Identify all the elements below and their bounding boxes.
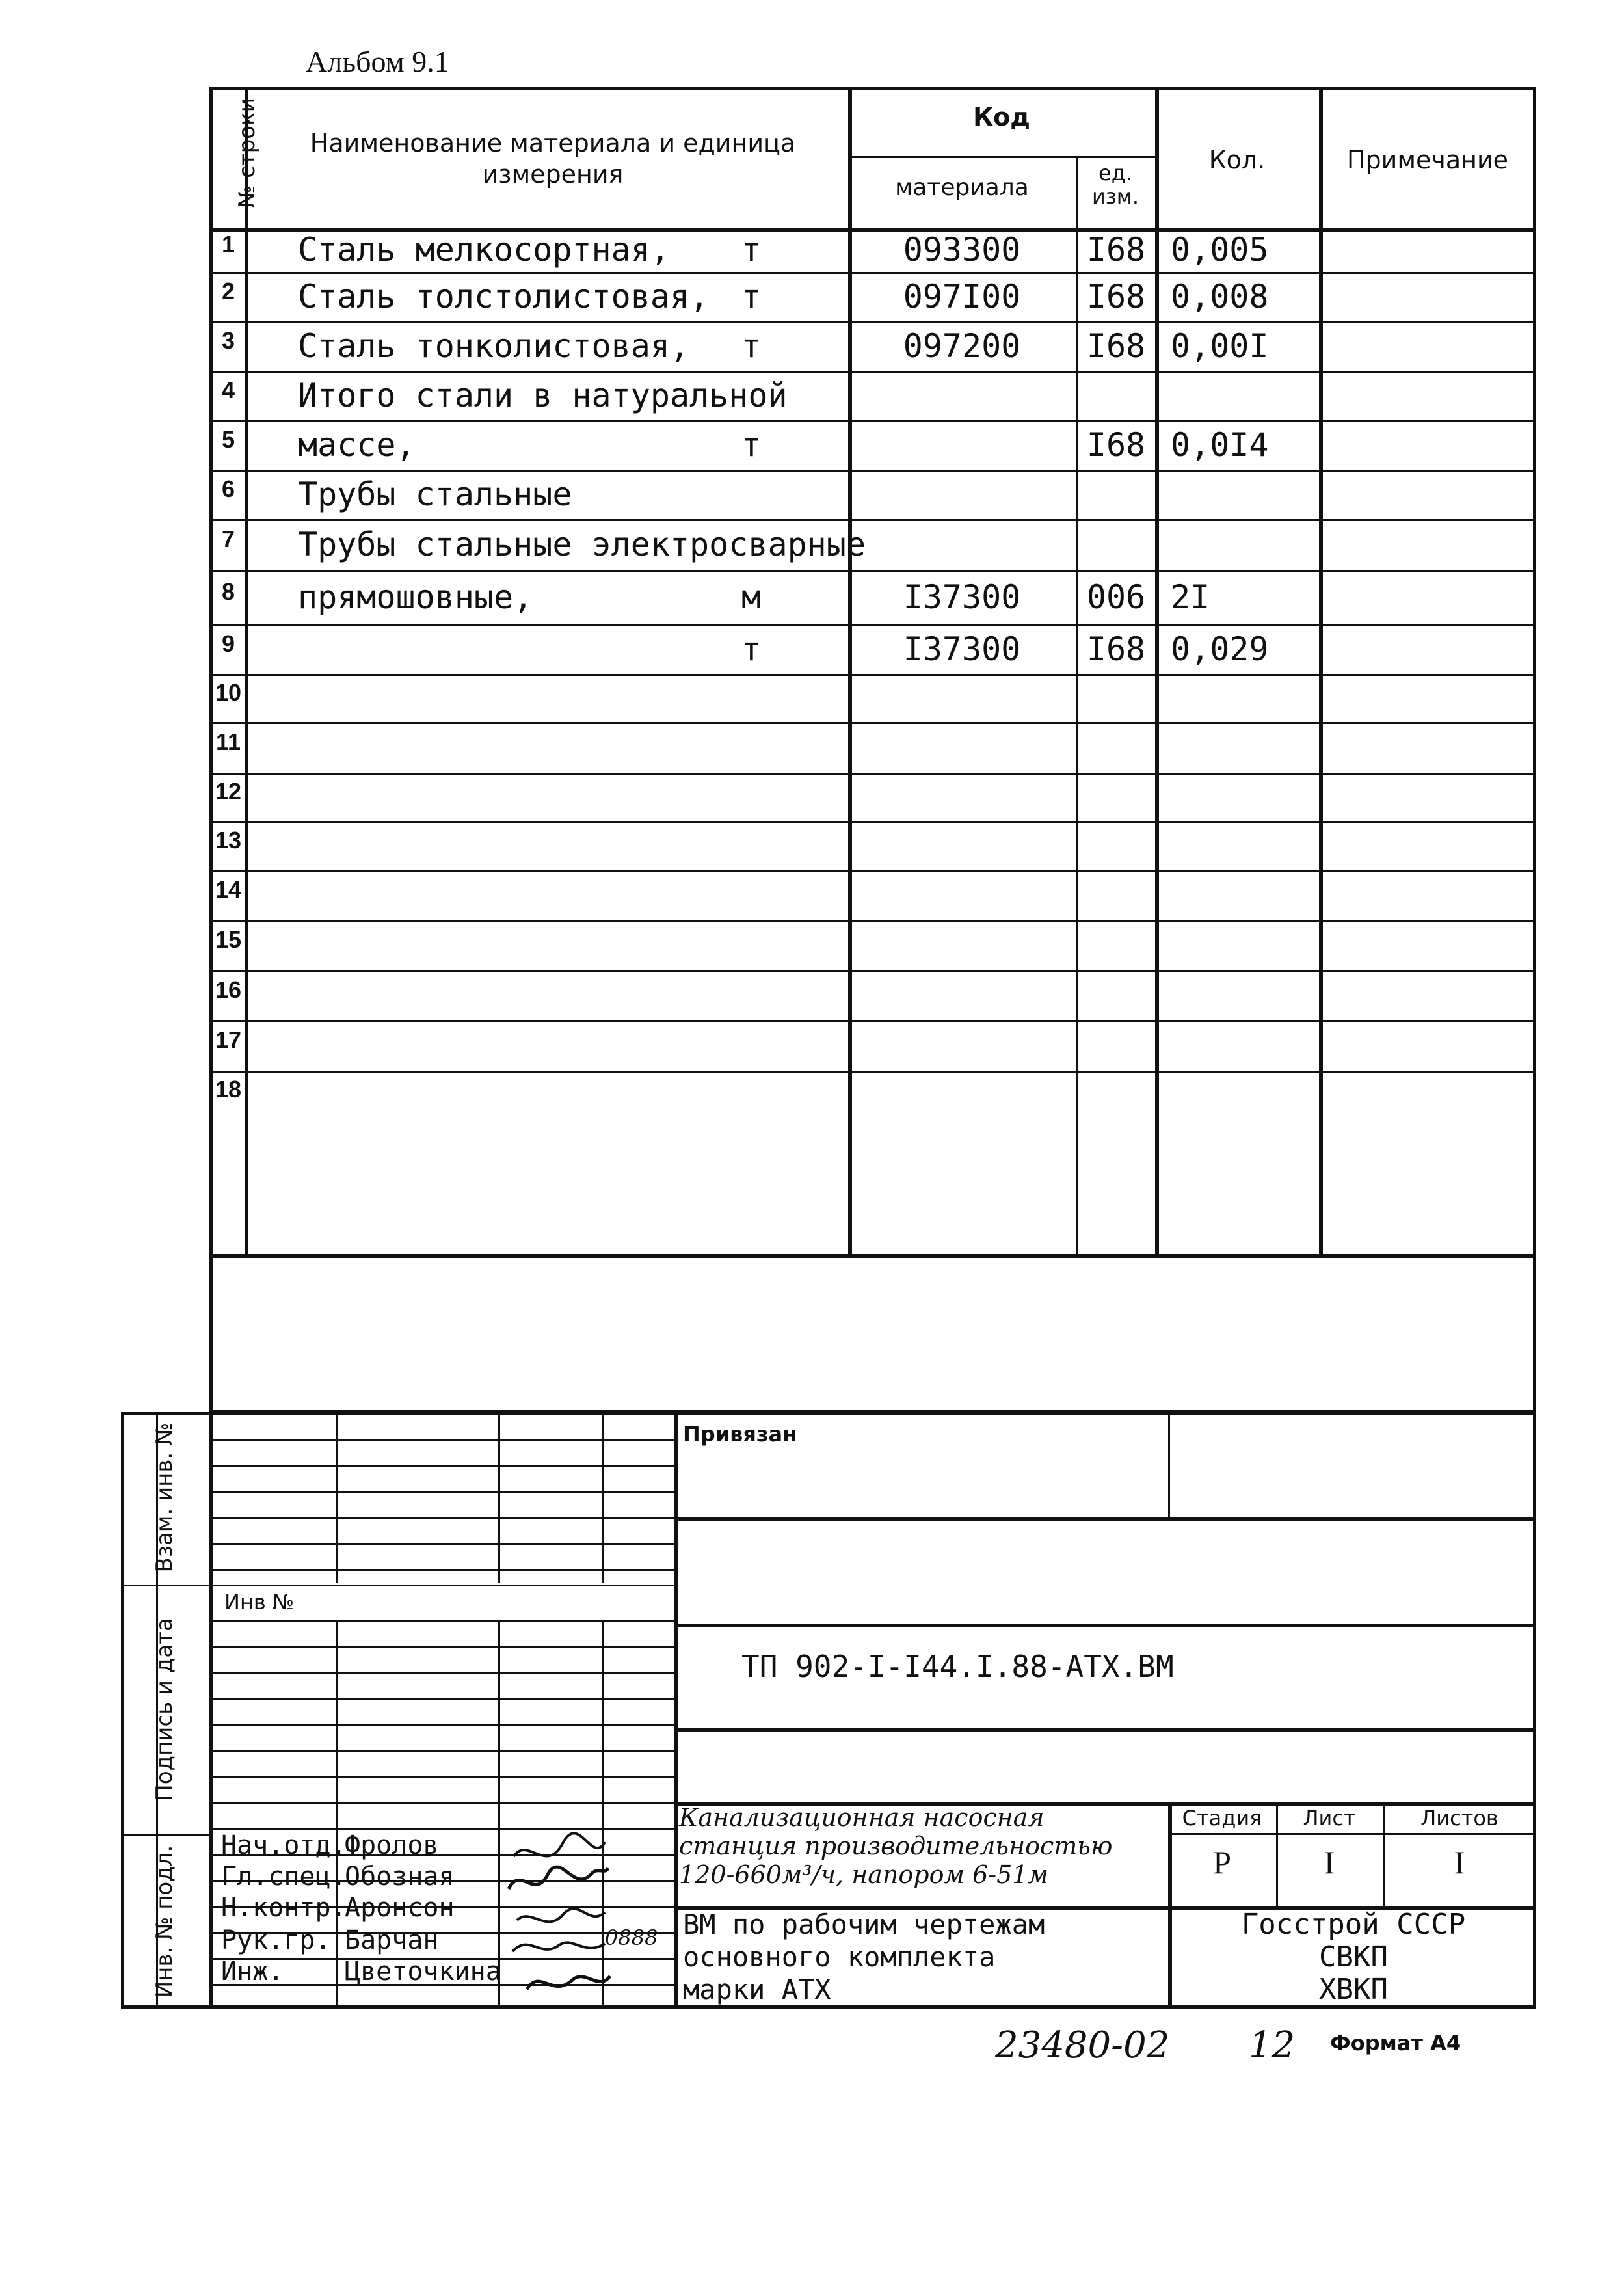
person-role: Н.контр. bbox=[221, 1893, 347, 1923]
table-row bbox=[0, 272, 1624, 321]
quantity: 0,0I4 bbox=[1171, 426, 1269, 464]
unit-code: 006 bbox=[1086, 578, 1146, 616]
stamp-grid-line bbox=[209, 1776, 674, 1778]
note-header: Примечание bbox=[1346, 146, 1509, 174]
table-row bbox=[0, 519, 1624, 570]
stadia-label: Стадия bbox=[1182, 1806, 1262, 1830]
organization-line-2: СВКП bbox=[1319, 1940, 1388, 1974]
unit-code: I68 bbox=[1086, 278, 1146, 315]
material-unit: т bbox=[741, 327, 762, 365]
format-label: Формат А4 bbox=[1330, 2031, 1461, 2055]
material-unit: т bbox=[741, 426, 762, 464]
material-name: Сталь толстолистовая, bbox=[298, 278, 710, 315]
material-unit: т bbox=[741, 630, 762, 668]
listov-value: I bbox=[1454, 1844, 1465, 1881]
material-code: 097200 bbox=[903, 327, 1021, 365]
material-code: I37300 bbox=[903, 578, 1021, 616]
row-number: 14 bbox=[215, 876, 242, 903]
person-name: Фролов bbox=[345, 1830, 439, 1860]
table-row bbox=[0, 722, 1624, 773]
row-number: 12 bbox=[215, 778, 242, 805]
stamp-grid-line bbox=[209, 1802, 674, 1804]
person-name: Барчан bbox=[345, 1925, 439, 1955]
qty-header: Кол. bbox=[1208, 146, 1266, 174]
row-number: 6 bbox=[221, 475, 235, 502]
table-row bbox=[0, 1020, 1624, 1071]
row-number: 13 bbox=[215, 827, 242, 853]
row-number: 8 bbox=[221, 578, 235, 605]
material-unit: т bbox=[741, 231, 762, 269]
stamp-grid-line bbox=[209, 1750, 674, 1752]
organization-line-1: Госстрой СССР bbox=[1241, 1908, 1466, 1941]
stamp-grid-line bbox=[209, 1517, 674, 1519]
stamp-r3 bbox=[674, 1728, 1536, 1732]
table-row bbox=[0, 920, 1624, 970]
stadia-header-line bbox=[1168, 1833, 1536, 1835]
table-row bbox=[0, 228, 1624, 272]
person-role: Нач.отд. bbox=[221, 1830, 347, 1860]
name-header: Наименование материала и единица измерения bbox=[310, 129, 796, 189]
quantity: 0,00I bbox=[1171, 327, 1269, 365]
stamp-grid-line bbox=[209, 1585, 674, 1586]
object-title-line-2: станция производительностью bbox=[679, 1832, 1113, 1860]
stamp-grid-line bbox=[209, 1672, 674, 1674]
stamp-grid-line bbox=[209, 1543, 674, 1545]
object-title-line-1: Канализационная насосная bbox=[679, 1803, 1045, 1832]
table-row bbox=[0, 970, 1624, 1020]
code-unit-header: ед. изм. bbox=[1091, 161, 1139, 209]
quantity: 0,029 bbox=[1171, 630, 1269, 668]
unit-code: I68 bbox=[1086, 327, 1146, 365]
stamp-grid-line bbox=[209, 1439, 674, 1441]
table-row bbox=[0, 570, 1624, 624]
person-role: Инж. bbox=[221, 1957, 284, 1987]
row-number: 18 bbox=[215, 1076, 242, 1103]
stamp-grid-line bbox=[209, 1724, 674, 1726]
material-code: 093300 bbox=[903, 231, 1021, 269]
organization-line-3: ХВКП bbox=[1319, 1973, 1388, 2006]
row-no-header: № строки bbox=[234, 98, 260, 208]
unit-code: I68 bbox=[1086, 630, 1146, 668]
person-role: Гл.спец. bbox=[221, 1862, 347, 1892]
stadia-value: Р bbox=[1213, 1844, 1231, 1881]
code-split-line bbox=[848, 156, 1155, 158]
inv-no-label: Инв № bbox=[224, 1590, 295, 1614]
unit-code: I68 bbox=[1086, 231, 1146, 269]
signatures bbox=[501, 1829, 611, 2011]
material-name: Трубы стальные bbox=[298, 475, 572, 513]
table-row bbox=[0, 420, 1624, 470]
table-bottom-line bbox=[209, 1254, 1536, 1258]
doc-description-line-2: основного комплекта bbox=[683, 1941, 996, 1973]
table-row bbox=[0, 821, 1624, 870]
person-date: 0888 bbox=[605, 1925, 658, 1950]
table-row bbox=[0, 624, 1624, 674]
row-number: 3 bbox=[221, 327, 235, 354]
person-role: Рук.гр. bbox=[221, 1925, 331, 1955]
podpis-label: Подпись и дата bbox=[152, 1618, 178, 1801]
table-row bbox=[0, 773, 1624, 821]
stamp-grid-line bbox=[209, 1698, 674, 1700]
material-name: Трубы стальные электросварные bbox=[298, 526, 866, 563]
stamp-r1 bbox=[674, 1517, 1536, 1521]
object-title bbox=[679, 1803, 1112, 1889]
doc-description-line-1: ВМ по рабочим чертежам bbox=[683, 1908, 1045, 1940]
row-number: 9 bbox=[221, 630, 235, 657]
row-number: 7 bbox=[221, 526, 235, 552]
row-number: 17 bbox=[215, 1026, 242, 1053]
side-sep-1 bbox=[121, 1585, 212, 1586]
material-name: Сталь тонколистовая, bbox=[298, 327, 690, 365]
doc-code: ТП 902-I-I44.I.88-АТХ.ВМ bbox=[741, 1649, 1174, 1684]
code-header: Код bbox=[973, 103, 1030, 131]
table-row bbox=[0, 674, 1624, 722]
material-code: 097I00 bbox=[903, 278, 1021, 315]
unit-code: I68 bbox=[1086, 426, 1146, 464]
stamp-grid-line bbox=[209, 1465, 674, 1467]
row-number: 5 bbox=[221, 426, 235, 453]
stamp-v1b bbox=[336, 1620, 338, 2009]
code-material-header: материала bbox=[895, 174, 1029, 201]
table-row bbox=[0, 371, 1624, 420]
footer-sheet: 12 bbox=[1249, 2024, 1296, 2067]
stamp-v2b bbox=[498, 1620, 500, 2009]
table-row bbox=[0, 470, 1624, 519]
stamp-v1a bbox=[336, 1412, 338, 1583]
stamp-v2a bbox=[498, 1412, 500, 1583]
row-number: 1 bbox=[221, 231, 235, 258]
material-code: I37300 bbox=[903, 630, 1021, 668]
row-number: 2 bbox=[221, 278, 235, 304]
list-label: Лист bbox=[1303, 1806, 1356, 1830]
privyazan-split bbox=[1168, 1412, 1170, 1517]
listov-label: Листов bbox=[1420, 1806, 1498, 1830]
stamp-grid-line bbox=[209, 1620, 674, 1622]
object-title-line-3: 120-660м³/ч, напором 6-51м bbox=[679, 1860, 1048, 1889]
stamp-grid-line bbox=[209, 1646, 674, 1648]
row-number: 11 bbox=[215, 729, 241, 755]
material-unit: м bbox=[741, 578, 762, 616]
material-name: Сталь мелкосортная, bbox=[298, 231, 670, 269]
row-number: 16 bbox=[215, 976, 242, 1003]
quantity: 0,008 bbox=[1171, 278, 1269, 315]
stamp-grid-line bbox=[209, 1569, 674, 1571]
stamp-grid-line bbox=[209, 1491, 674, 1493]
privyazan-label: Привязан bbox=[683, 1422, 797, 1447]
doc-description bbox=[683, 1908, 1045, 2006]
stamp-main-split bbox=[674, 1412, 678, 2009]
quantity: 0,005 bbox=[1171, 231, 1269, 269]
person-name: Цветочкина bbox=[345, 1957, 501, 1987]
material-name: прямошовные, bbox=[298, 578, 533, 616]
table-row bbox=[0, 870, 1624, 920]
organization bbox=[1171, 1908, 1536, 2006]
row-number: 4 bbox=[221, 377, 235, 403]
person-name: Обозная bbox=[345, 1862, 455, 1892]
material-name: массе, bbox=[298, 426, 416, 464]
stamp-r2 bbox=[674, 1624, 1536, 1627]
footer-number: 23480-02 bbox=[995, 2024, 1170, 2067]
person-name: Аронсон bbox=[345, 1893, 455, 1923]
material-name: Итого стали в натуральной bbox=[298, 377, 788, 414]
table-row bbox=[0, 321, 1624, 371]
row-number: 15 bbox=[215, 926, 242, 953]
vzam-label: Взам. инв. № bbox=[152, 1422, 178, 1573]
album-title: Альбом 9.1 bbox=[306, 45, 449, 78]
quantity: 2I bbox=[1171, 578, 1210, 616]
list-value: I bbox=[1324, 1844, 1335, 1881]
material-unit: т bbox=[741, 278, 762, 315]
table-row bbox=[0, 1071, 1624, 1119]
inv-podl-label: Инв. № подл. bbox=[152, 1845, 178, 1998]
doc-description-line-3: марки АТХ bbox=[683, 1974, 831, 2005]
row-number: 10 bbox=[215, 679, 242, 706]
stamp-v3a bbox=[602, 1412, 604, 1583]
